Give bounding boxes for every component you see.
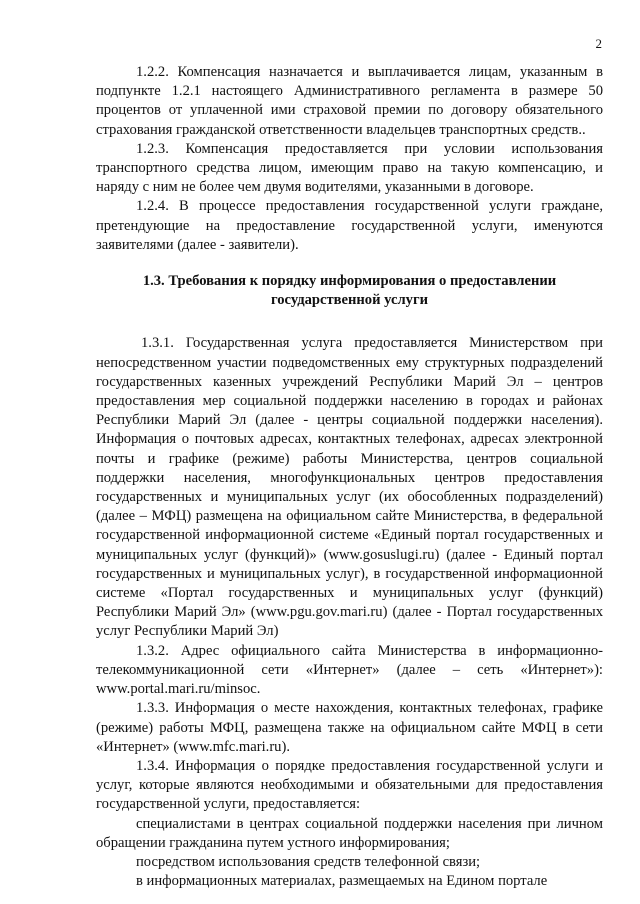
section-heading-line-1: 1.3. Требования к порядку информирования о предоставлении: [142, 273, 557, 290]
page-number: 2: [595, 36, 602, 51]
paragraph-1-3-4: 1.3.4. Информация о порядке предоставления государственной услуги и услуг, которые являются необходимыми и обязательными для предоставления государственной услуги, предоставляется:: [96, 757, 603, 813]
paragraph-1-3-1: 1.3.1. Государственная услуга предоставляется Министерством при непосредственном участии подведомственных ему структурных подразделений государственных казенных учреждений Республики Марий Эл – центров предоставления мер социальной поддержки населению в городах и районах Республики Марий Эл (далее - центры социальной поддержки населения). Информация о почтовых адресах, контактных телефонах, адресах электронной почты и графике (режиме) работы Министерства, центров социальной поддержки населения, многофункциональных центров предоставления государственных и муниципальных услуг (их обособленных подразделений) (далее – МФЦ) размещена на официальном сайте Министерства, в федеральной государственной информационной системе «Единый портал государственных и муниципальных услуг (функций)» (www.gosuslugi.ru) (далее - Единый портал государственных и муниципальных услуг), в государственной информационной системе «Портал государственных и муниципальных услуг (функций) Республики Марий Эл» (www.pgu.gov.mari.ru) (далее - Портал государственных услуг Республики Марий Эл): [96, 335, 603, 640]
list-item-specialists: специалистами в центрах социальной поддержки населения при личном обращении гражданина путем устного информирования;: [96, 815, 603, 851]
paragraph-1-2-3: 1.2.3. Компенсация предоставляется при условии использования транспортного средства лицом, имеющим право на такую компенсацию, и наряду с ним не более чем двумя водителями, указанными в договоре.: [96, 140, 603, 196]
list-item-telephone: посредством использования средств телефонной связи;: [136, 853, 481, 870]
paragraph-1-2-2: 1.2.2. Компенсация назначается и выплачивается лицам, указанным в подпункте 1.2.1 настоящего Административного регламента в размере 50 процентов от уплаченной ими страховой премии по договору обязательного страхования гражданской ответственности владельцев транспортных средств..: [96, 64, 603, 138]
section-heading: [96, 272, 603, 310]
paragraph-1-3-3: 1.3.3. Информация о месте нахождения, контактных телефонах, графике (режиме) работы МФЦ, размещена также на официальном сайте МФЦ в сети «Интернет» (www.mfc.mari.ru).: [96, 700, 603, 755]
document-body: [96, 63, 603, 891]
paragraph-1-3-2: 1.3.2. Адрес официального сайта Министерства в информационно-телекоммуникационной сети «Интернет» (далее – сеть «Интернет»): www.portal.mari.ru/minsoc.: [96, 642, 603, 698]
section-heading-line-2: государственной услуги: [270, 292, 429, 309]
paragraph-1-2-4: 1.2.4. В процессе предоставления государственной услуги граждане, претендующие на предоставление государственной услуги, именуются заявителями (далее - заявители).: [96, 198, 603, 253]
list-item-info-materials: в информационных материалах, размещаемых на Едином портале: [136, 873, 548, 890]
